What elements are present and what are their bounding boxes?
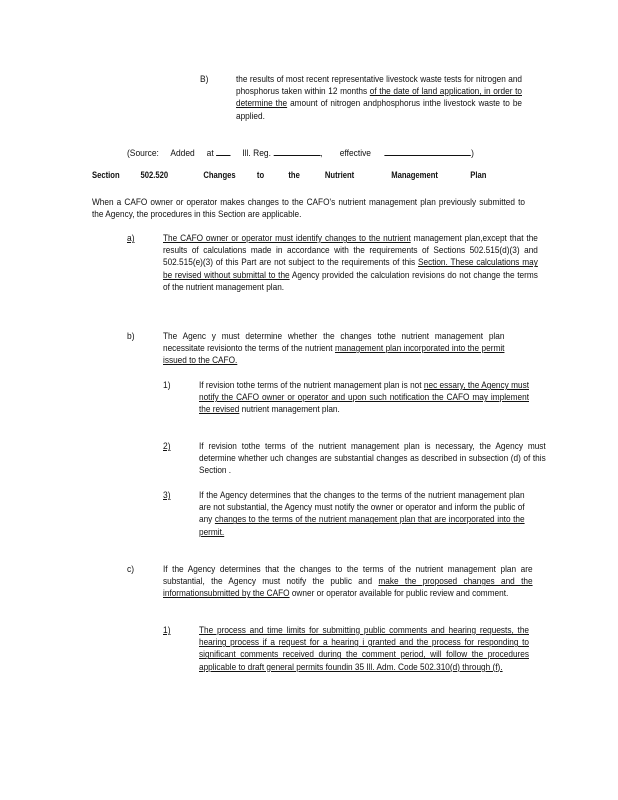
heading-number: 502.520: [140, 170, 169, 180]
item-b1-tail: nutrient management plan.: [239, 403, 340, 415]
item-c-text: [163, 563, 533, 600]
page-blank: [273, 146, 323, 158]
item-b-text: [163, 330, 504, 367]
source-open: (Source:: [127, 147, 159, 158]
item-b-top-tail: amount of nitrogen andphosphorus inthe livestock waste to be applied.: [236, 97, 523, 121]
item-c1-label: 1): [163, 624, 171, 635]
item-b-underlined: management plan incorporated into the permit issued to the CAFO.: [163, 342, 505, 366]
item-b-top-label: B): [200, 73, 209, 84]
intro-paragraph: When a CAFO owner or operator makes changes to the CAFO's nutrient management plan previously submitted to the Agency, the procedures in this Section are applicable.: [92, 196, 525, 220]
source-comma: ,: [320, 147, 323, 158]
item-b3-underlined: changes to the terms of the nutrient management plan that are incorporated into the permit.: [199, 513, 525, 537]
item-b1-text: [199, 379, 529, 416]
item-b-label: b): [127, 330, 135, 341]
item-c1-text: [199, 624, 529, 673]
item-b1-label: 1): [163, 379, 171, 390]
item-a-plain-2: Agency provided the calculation revisions do not change the terms of the nutrient management plan.: [163, 268, 538, 292]
item-c1-underlined: The process and time limits for submitting public comments and hearing requests, the hearing process if a request for a hearing i granted and the process for responding to significant comments received during the comment period, will follow the procedures applicable to draft general permits foundin 35 Ill. Adm. Code 502.310(d) through (f).: [199, 624, 529, 672]
heading-section: Section: [92, 170, 120, 180]
volume-blank: [216, 146, 230, 156]
item-a-text: [163, 232, 538, 293]
source-note: [127, 146, 474, 159]
item-a-underlined: The CAFO owner or operator must identify changes to the nutrient: [163, 232, 411, 243]
heading-word-3: the: [288, 170, 300, 180]
item-b-top-text: [236, 73, 522, 122]
item-c-label: c): [127, 563, 135, 574]
item-a-plain-1: management plan,except that the results of calculations made in accordance with the requirements of Sections 502.515(d)(3) and 502.515(e)(3) of this Part are not subject to the requirements of this: [163, 232, 538, 268]
source-ill: Ill.: [242, 147, 251, 158]
heading-word-5: Management: [391, 170, 438, 180]
item-b3-label: 3): [163, 489, 171, 500]
item-b2-label: 2): [163, 440, 171, 451]
heading-word-6: Plan: [470, 170, 487, 180]
date-blank: [385, 146, 471, 156]
item-c-tail: owner or operator available for public review and comment.: [289, 587, 509, 599]
item-a-underlined-2: Section. These calculations may be revised without submittal to the: [163, 256, 538, 280]
source-close: ): [471, 147, 474, 158]
item-c-underlined: make the proposed changes and the informationsubmitted by the CAFO: [163, 575, 533, 599]
item-b3-text: [199, 489, 525, 538]
item-b3-plain: If the Agency determines that the changes to the terms of the nutrient management plan are not substantial, the Agency must notify the owner or operator and inform the public of any: [199, 489, 525, 525]
item-b2-text: If revision tothe terms of the nutrient management plan is necessary, the Agency must determine whether uch changes are substantial changes as described in subsection (d) of this Section .: [199, 440, 546, 476]
item-a-label: a): [127, 232, 135, 243]
source-at: at: [206, 147, 214, 158]
item-b-top-plain: the results of most recent representative livestock waste tests for nitrogen and phosphorus taken within 12 months: [236, 73, 522, 97]
item-b1-plain: If revision tothe terms of the nutrient management plan is not: [199, 379, 424, 390]
source-reg: Reg.: [253, 147, 271, 158]
item-b1-underlined: nec essary, the Agency must notify the CAFO owner or operator and upon such notification the CAFO may implement the revised: [199, 379, 530, 415]
item-b-plain: The Agenc y must determine whether the changes tothe nutrient management plan necessitate revisionto the terms of the nutrient: [163, 330, 505, 354]
source-added: Added: [170, 147, 195, 158]
heading-word-2: to: [256, 170, 265, 180]
heading-word-1: Changes: [203, 170, 236, 180]
item-b-top-underlined: of the date of land application, in order to determine the: [236, 85, 522, 109]
heading-word-4: Nutrient: [324, 170, 355, 180]
source-effective: effective: [339, 147, 371, 158]
item-c-plain: If the Agency determines that the changes to the terms of the nutrient management plan are substantial, the Agency must notify the public and: [163, 563, 533, 587]
